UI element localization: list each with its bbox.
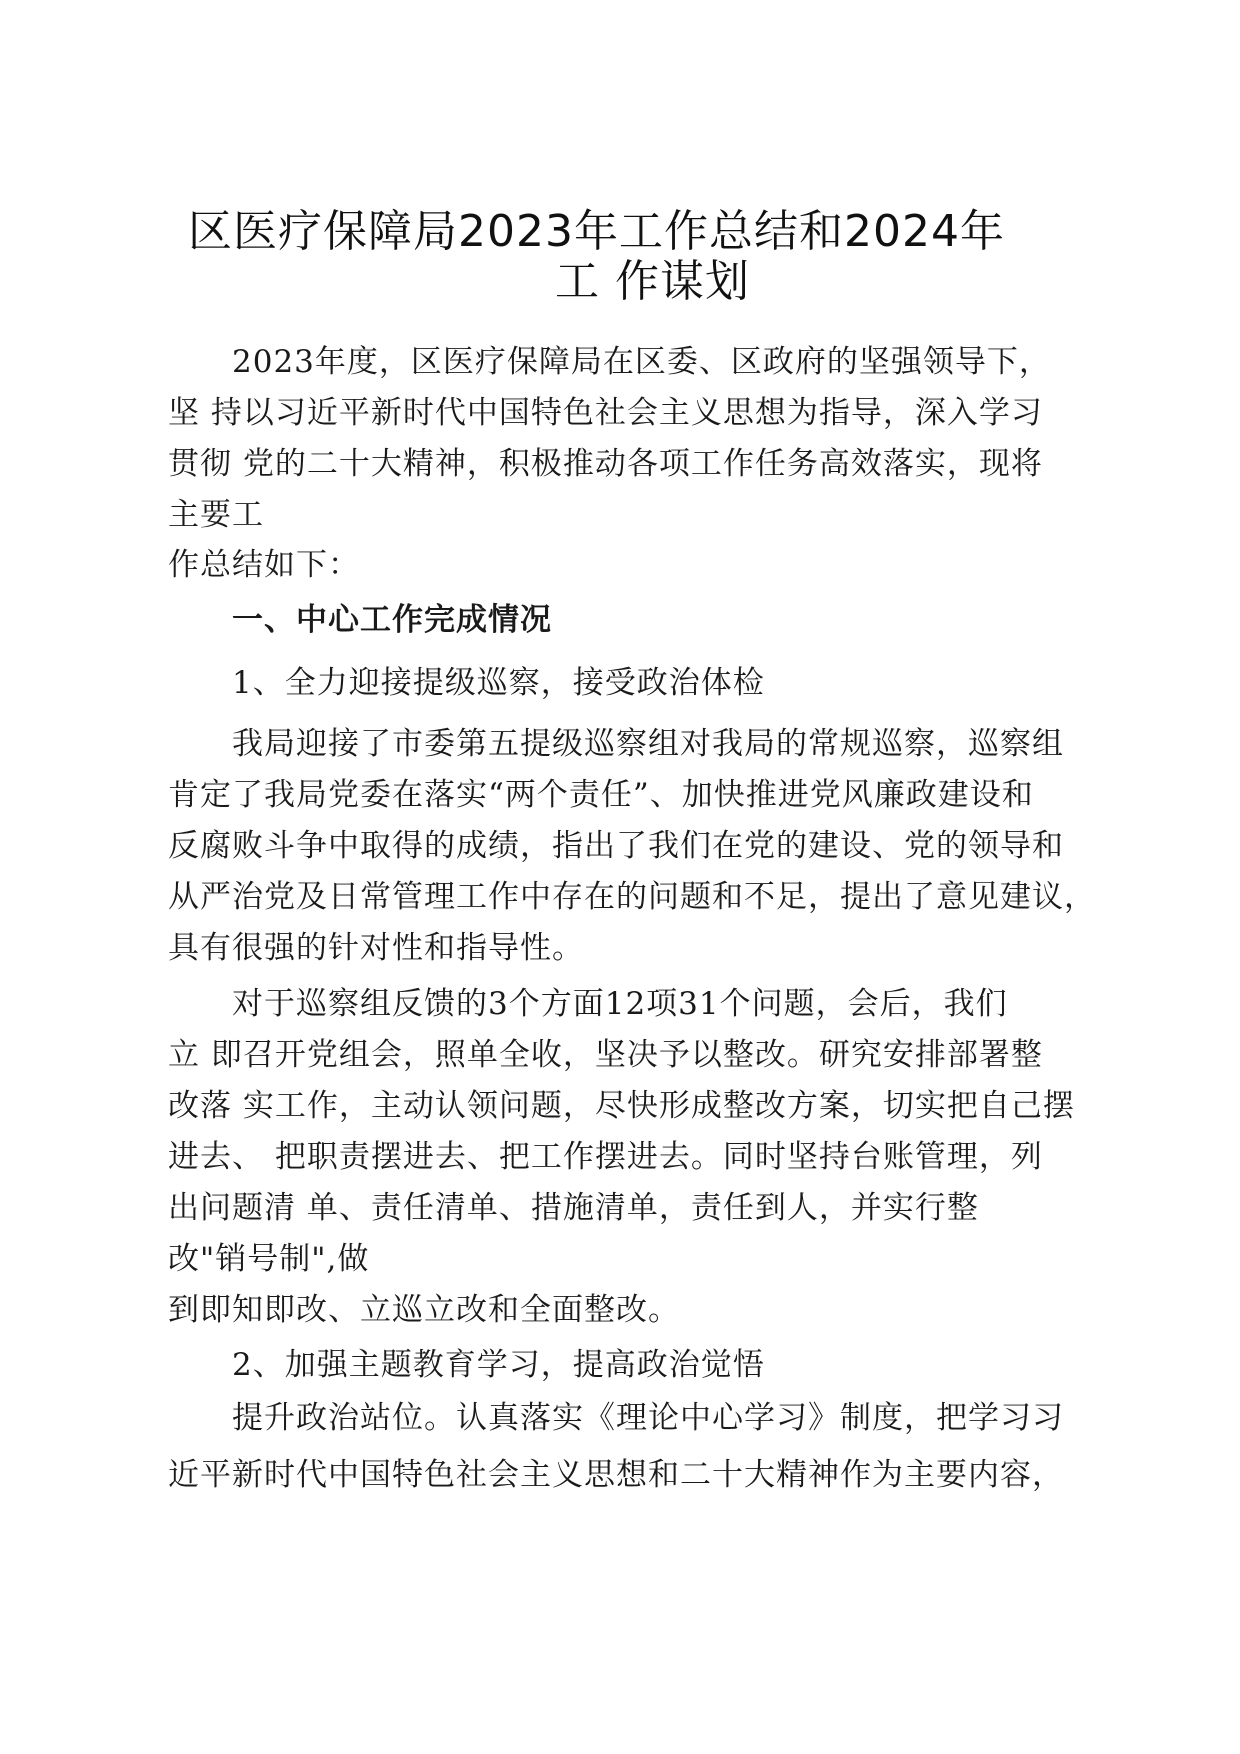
- subsection-2-heading: 2、加强主题教育学习，提高政治觉悟: [232, 1347, 765, 1383]
- sub1-para2-line-7: 到即知即改、立巡立改和全面整改。: [168, 1292, 680, 1328]
- intro-line-1: 2023年度，区医疗保障局在区委、区政府的坚强领导下，: [232, 344, 1051, 380]
- section-1-heading: 一、中心工作完成情况: [232, 602, 552, 638]
- sub1-para1-line-4: 从严治党及日常管理工作中存在的问题和不足，提出了意见建议，: [168, 879, 1096, 915]
- sub1-para2-line-6: 改"销号制",做: [168, 1241, 370, 1277]
- sub2-para1-line-2: 近平新时代中国特色社会主义思想和二十大精神作为主要内容，: [168, 1457, 1064, 1493]
- sub1-para1-line-5: 具有很强的针对性和指导性。: [168, 930, 584, 966]
- intro-line-5: 作总结如下：: [168, 547, 360, 583]
- sub1-para2-line-4: 进去、 把职责摆进去、把工作摆进去。同时坚持台账管理，列: [168, 1139, 1043, 1175]
- subsection-1-heading: 1、全力迎接提级巡察，接受政治体检: [232, 665, 765, 701]
- sub2-para1-line-1: 提升政治站位。认真落实《理论中心学习》制度，把学习习: [232, 1400, 1064, 1436]
- sub1-para2-line-2: 立 即召开党组会，照单全收，坚决予以整改。研究安排部署整: [168, 1037, 1043, 1073]
- sub1-para2-line-5: 出问题清 单、责任清单、措施清单，责任到人，并实行整: [168, 1190, 979, 1226]
- document-title-line-1: 区医疗保障局2023年工作总结和2024年: [188, 206, 1005, 257]
- intro-line-3: 贯彻 党的二十大精神，积极推动各项工作任务高效落实，现将: [168, 446, 1043, 482]
- sub1-para2-line-3: 改落 实工作，主动认领问题，尽快形成整改方案，切实把自己摆: [168, 1088, 1075, 1124]
- sub1-para1-line-1: 我局迎接了市委第五提级巡察组对我局的常规巡察，巡察组: [232, 726, 1064, 762]
- sub1-para2-line-1: 对于巡察组反馈的3个方面12项31个问题，会后，我们: [232, 986, 1008, 1022]
- intro-line-4: 主要工: [168, 497, 264, 533]
- document-title-line-2: 工 作谋划: [555, 256, 750, 307]
- sub1-para1-line-2: 肯定了我局党委在落实“两个责任”、加快推进党风廉政建设和: [168, 777, 1034, 813]
- sub1-para1-line-3: 反腐败斗争中取得的成绩，指出了我们在党的建设、党的领导和: [168, 828, 1064, 864]
- intro-line-2: 坚 持以习近平新时代中国特色社会主义思想为指导，深入学习: [168, 395, 1043, 431]
